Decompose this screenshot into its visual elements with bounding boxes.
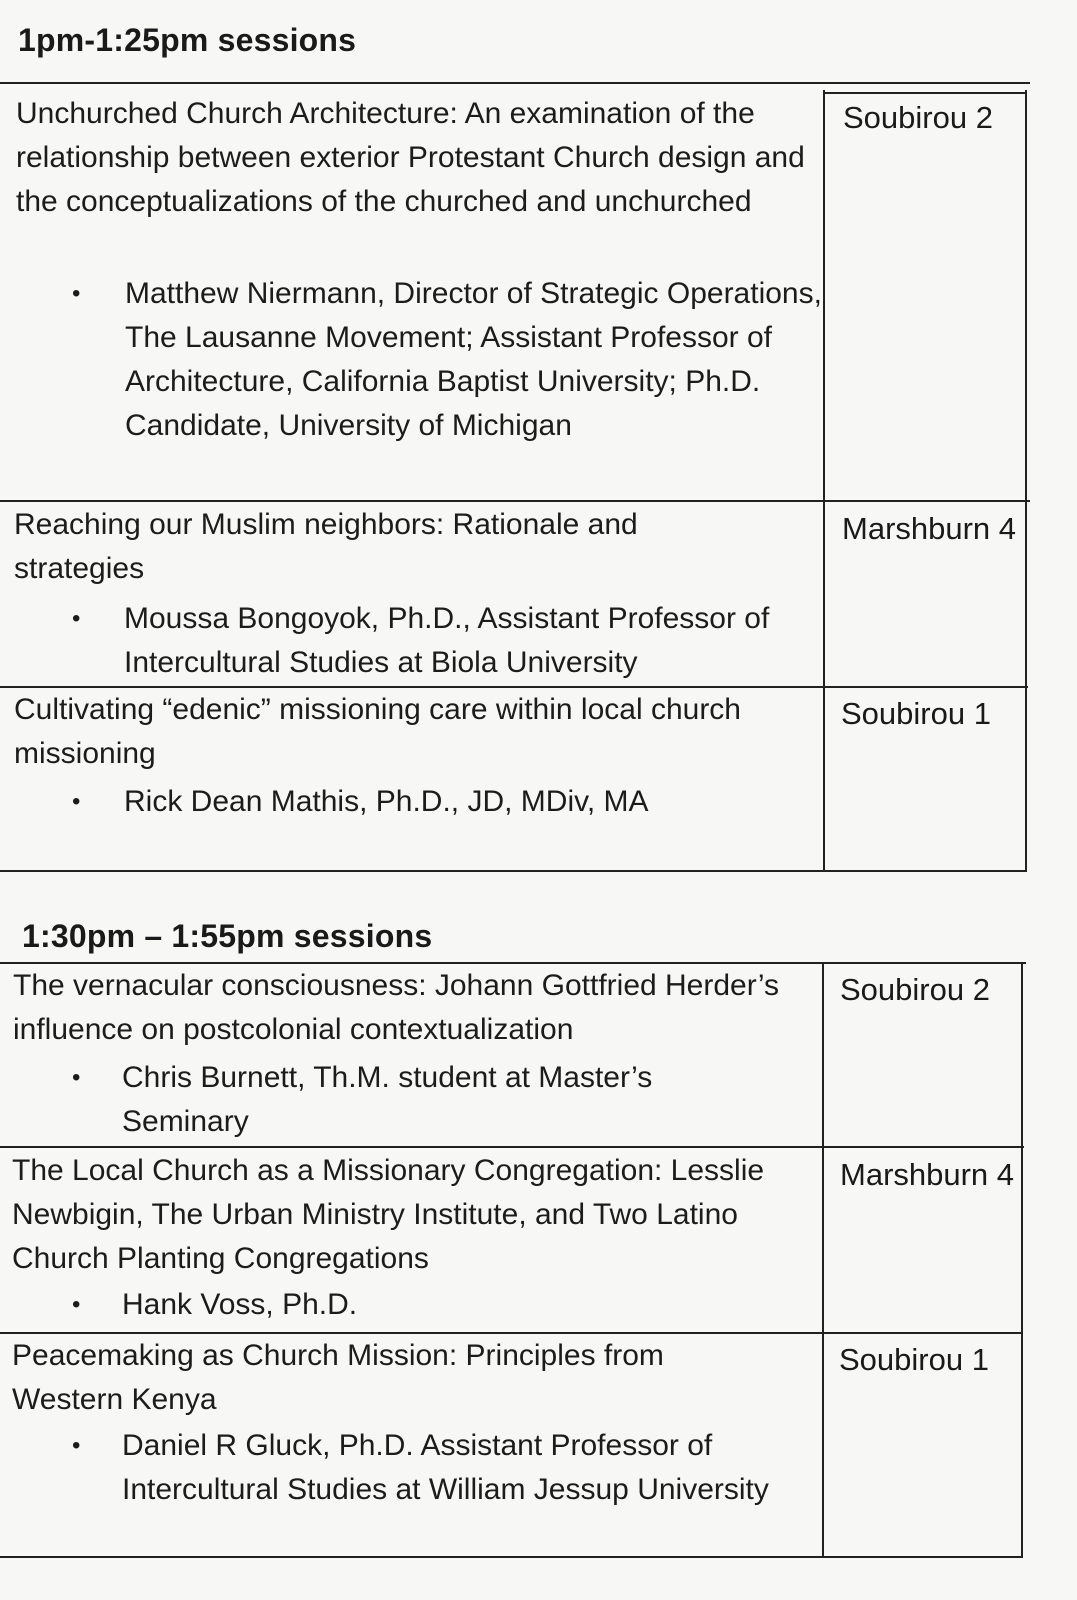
table-border: [1021, 964, 1023, 1558]
bullet: •: [72, 1432, 81, 1459]
bullet: •: [72, 788, 81, 815]
table-border: [822, 964, 824, 1558]
speaker-text: Moussa Bongoyok, Ph.D., Assistant Professor of Intercultural Studies at Biola University: [124, 602, 770, 679]
room-label: Marshburn 4: [840, 1157, 1015, 1192]
session-title: Unchurched Church Architecture: An examination of the relationship between exterior Protestant Church design and the conceptualizations of the churched and unchurched: [16, 97, 805, 218]
session-title: The vernacular consciousness: Johann Gottfried Herder’s influence on postcolonial contextualization: [13, 969, 779, 1046]
speaker-text: Hank Voss, Ph.D.: [122, 1288, 358, 1321]
section-heading: 1:30pm – 1:55pm sessions: [22, 918, 433, 954]
table-border: [0, 82, 1030, 84]
bullet: •: [72, 1064, 81, 1091]
bullet: •: [72, 280, 81, 307]
section-heading: 1pm-1:25pm sessions: [18, 22, 357, 58]
room-label: Marshburn 4: [842, 511, 1017, 546]
table-border: [0, 870, 1026, 872]
table-border: [0, 1556, 1022, 1558]
bullet: •: [72, 605, 81, 632]
room-label: Soubirou 2: [843, 100, 993, 135]
session-title: Cultivating “edenic” missioning care within local church missioning: [14, 693, 741, 770]
session-title: Peacemaking as Church Mission: Principles from Western Kenya: [12, 1339, 664, 1416]
table-border: [0, 1146, 1024, 1148]
speaker-text: Chris Burnett, Th.M. student at Master’s Seminary: [122, 1061, 653, 1138]
speaker-text: Matthew Niermann, Director of Strategic Operations, The Lausanne Movement; Assistant Professor of Architecture, California Baptist University; Ph.D. Candidate, University of Michigan: [125, 277, 822, 442]
table-border: [823, 92, 1027, 94]
session-title: Reaching our Muslim neighbors: Rationale and strategies: [14, 508, 638, 585]
session-title: The Local Church as a Missionary Congregation: Lesslie Newbigin, The Urban Ministry Institute, and Two Latino Church Planting Congregations: [12, 1154, 765, 1275]
room-label: Soubirou 1: [841, 696, 991, 731]
table-border: [823, 90, 825, 872]
table-border: [0, 500, 1030, 502]
table-border: [1025, 90, 1027, 872]
bullet: •: [72, 1291, 81, 1318]
speaker-text: Daniel R Gluck, Ph.D. Assistant Professor of Intercultural Studies at William Jessup University: [122, 1429, 769, 1506]
room-label: Soubirou 2: [840, 972, 990, 1007]
room-label: Soubirou 1: [839, 1342, 989, 1377]
speaker-text: Rick Dean Mathis, Ph.D., JD, MDiv, MA: [124, 785, 649, 818]
